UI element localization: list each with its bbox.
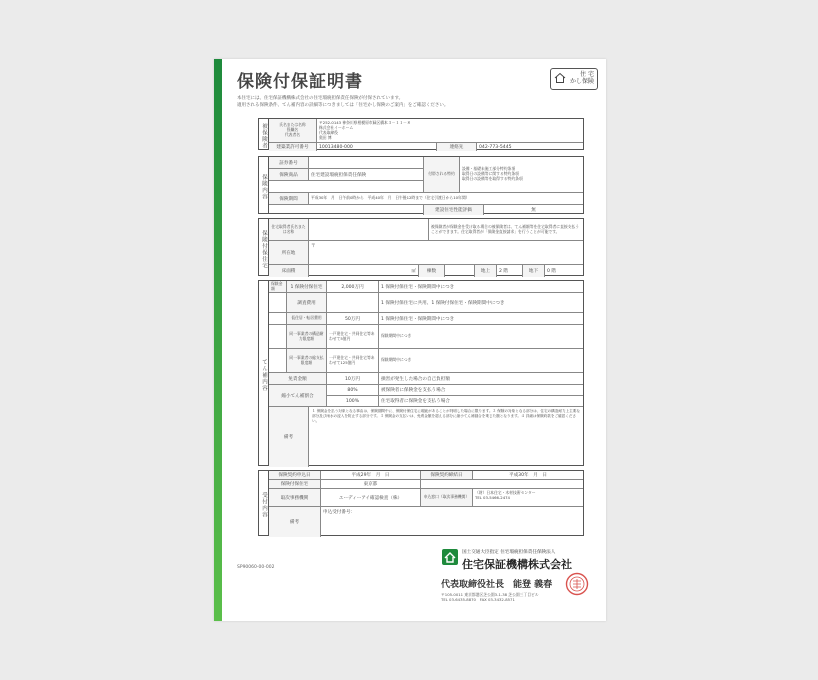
property-side-label: 保険付保住宅 (259, 219, 269, 275)
stamp-line-2: かし保険 (569, 78, 594, 86)
insurance-top-row (269, 157, 583, 193)
floors-value: 2 階 (497, 265, 523, 277)
insured-rep-name: 奥田 博 (319, 134, 332, 140)
issuer-address-block (441, 592, 539, 603)
issued-label: 保険付保住宅 (269, 480, 321, 488)
coverage-item-value (327, 293, 379, 312)
coverage-item-note: 1 保険付保住宅・保険期間中につき (381, 284, 455, 290)
owner-row (269, 219, 583, 241)
branch-value: （財）日本住宅・木材技術センター (475, 490, 536, 495)
document-title: 保険付保証明書 (237, 72, 363, 92)
location-row (269, 241, 583, 265)
owner-value (309, 219, 429, 240)
dates-row (269, 471, 583, 480)
tel-value: 042-773-5445 (479, 144, 512, 150)
insured-name-label: 氏名または名称 役職名 代表者名 (269, 119, 317, 142)
issuer-address: 〒105-0011 東京都港区芝公園3-1-38 芝公園三丁目ビル (441, 592, 539, 597)
house-icon (554, 72, 566, 84)
remarks-row (269, 407, 583, 467)
insured-name-value (317, 119, 583, 142)
coverage-row-3 (269, 313, 583, 325)
deductible-row (269, 373, 583, 385)
issuer-representative: 代表取締役社長 能登 義春 (441, 580, 553, 590)
acceptance-note-row (269, 507, 583, 537)
owner-note: 被保険者が保険金を受け取る場合の被保険者は、てん補額等を住宅取得者に直接支払うことができます。住宅取得者が「保険金直接請求」を行うことが可能です。 (431, 223, 580, 234)
cert-no-label: 証券番号 (269, 157, 309, 168)
coverage-item-note: 保険期間中につき (381, 333, 412, 339)
insured-license-row (269, 143, 583, 151)
property-block (258, 218, 584, 276)
period-row (269, 193, 583, 205)
issued-row (269, 480, 583, 489)
license-label: 建築業許可番号 (269, 143, 317, 151)
coverage-item-note: 1 保険付保住宅に共用、1 保険付保住宅・保険期間中につき (381, 300, 505, 306)
document-code: SP90060-00-002 (237, 565, 275, 570)
builder-label: 建設住宅性能評価 (424, 205, 484, 215)
floors-label: 地上 (475, 265, 497, 277)
builder-value: 無 (531, 208, 536, 213)
basement-value: 0 階 (547, 269, 556, 274)
floor-row (269, 265, 583, 277)
coverage-row-1 (269, 281, 583, 293)
insured-block (258, 118, 584, 150)
special-text: 設備・基礎未施工部分特約条項 取得日の設備等に関する特約条項 取得日の設備等を取得する特約条項 (462, 166, 523, 181)
intro-line-2: 適用される保険条件、てん補内容の詳細等につきましては「住宅かし保険のご案内」をご確認ください。 (237, 103, 449, 109)
contract-date-label: 保険契約申込日 (269, 471, 321, 479)
coverage-item-note: 1 保険付保住宅・保険期間中につき (381, 316, 455, 322)
stamp-line-1: 住 宅 (580, 71, 594, 78)
issuer-tel: TEL 03-6435-8870 FAX 03-3432-8571 (441, 597, 515, 603)
coverage-block (258, 280, 584, 466)
coverage-item-label: 同一事業者の構造耐力限度額 (287, 325, 327, 348)
insured-rep-label: 代表取締役 (319, 129, 338, 135)
issuer-name: 住宅保証機構株式会社 (462, 558, 572, 571)
intro-text (237, 95, 597, 109)
ratio-label: 縮小てん補割合 (269, 385, 327, 406)
acceptance-note-label: 備考 (269, 507, 321, 537)
coverage-item-value: 一戸建住宅・共同住宅等あわせて125億円 (327, 349, 379, 372)
cert-no-value (309, 157, 423, 168)
limit-label: 保険金額 (269, 281, 287, 292)
coverage-item-note: 保険期間中につき (381, 357, 412, 363)
issued-value: 東京都 (321, 480, 421, 488)
ratio-1-value: 80% (327, 385, 379, 395)
receipt-no: 申込受付番号： (323, 510, 356, 515)
coverage-item-value: 一戸建住宅・共同住宅等あわせて5億円 (327, 325, 379, 348)
remarks-text: １ 保険金を払う対象となる事由は、保険期間中に、保険付保住宅に瑕疵があることが判明した場合に限ります。２ 保険の対象となる部分は、住宅の構造耐力上主要な部分及び雨水の浸入を防止する部分です。３ 保険金の支払いは、免責金額を超える部分に縮小てん補割合を乗じた額となります。４ 詳細は保険約款をご確認ください。 (312, 409, 580, 423)
product-label: 保険商品 (269, 169, 309, 180)
builder-row (269, 205, 583, 215)
coverage-item-value: 50万円 (327, 313, 379, 324)
start-date-value: 平成30年 月 日 (508, 473, 547, 478)
branch-tel: TEL 03-5466-2474 (475, 494, 510, 500)
issuer-subtitle: 国土交通大臣指定 住宅瑕疵担保責任保険法人 (462, 550, 556, 555)
period-value: 平成30年 月 日午前0時から 平成40年 月 日午後12時まで（住宅引渡日から10年間） (311, 195, 470, 201)
coverage-side-label: てん補内容 (259, 281, 269, 465)
insurance-side-label: 保険内容 (259, 157, 269, 213)
location-value: 〒 (311, 244, 316, 249)
tel-label: 連絡先 (437, 143, 477, 151)
kashi-insurance-stamp (550, 68, 598, 90)
acceptance-side-label: 受付内容 (259, 471, 269, 535)
deductible-value: 10万円 (327, 373, 379, 384)
coverage-row-5 (269, 349, 583, 373)
floor-unit: ㎡ (309, 265, 419, 277)
floor-label: 床面積 (269, 265, 309, 277)
license-value: 10013480-000 (317, 143, 437, 151)
coverage-item-label: 仮住居・転居費用 (287, 313, 327, 324)
acceptance-block (258, 470, 584, 536)
deductible-note: 損害が発生した場合の自己負担額 (381, 376, 450, 382)
ratio-1-note: 被保険者に保険金を支払う場合 (381, 388, 446, 393)
branch-cell (473, 489, 583, 506)
remarks-label: 備考 (269, 407, 309, 467)
coverage-item-label: 同一事業者の総支払限度額 (287, 349, 327, 372)
insured-address: 神奈川県相模原市緑区橋本３－１１－８ (342, 120, 411, 125)
contract-date-value: 平成29年 月 日 (321, 471, 421, 479)
intro-line-1: 本住宅には、住宅保証機構株式会社の住宅瑕疵担保責任保険が付保されています。 (237, 96, 404, 101)
insured-side-label: 被保険者 (259, 119, 269, 149)
owner-label: 住宅取得者氏名または名称 (269, 219, 309, 240)
branch-label: 申込窓口（取次事務機関） (421, 489, 473, 506)
handling-row (269, 489, 583, 507)
coverage-item-value: 2,000万円 (327, 281, 379, 292)
insurance-block (258, 156, 584, 214)
coverage-item-label: 調査費用 (287, 293, 327, 312)
ratio-2-note: 住宅取得者に保険金を支払う場合 (381, 399, 450, 404)
basement-label: 地下 (523, 265, 545, 277)
company-seal-icon (565, 572, 589, 596)
start-date-label: 保険契約締結日 (421, 471, 473, 479)
green-accent-bar (214, 59, 222, 621)
ratio-row (269, 385, 583, 407)
special-label: 付帯される特約 (424, 157, 460, 192)
bldg-count-label: 棟数 (419, 265, 445, 277)
coverage-item-label: 1 保険付保住宅 (287, 281, 327, 292)
handling-value: ユーディーアイ確認検査（株） (321, 489, 421, 506)
location-label: 所在地 (269, 241, 309, 264)
insured-company: 株式会社イーホーム (319, 124, 354, 130)
ratio-2-value: 100% (327, 396, 379, 406)
deductible-label: 免責金額 (269, 373, 327, 384)
coverage-row-4 (269, 325, 583, 349)
coverage-row-2 (269, 293, 583, 313)
insured-postal: 〒252-0143 (319, 120, 342, 125)
insurance-left-col (269, 157, 424, 192)
period-label: 保険期間 (269, 193, 309, 204)
insured-name-row (269, 119, 583, 143)
product-value: 住宅建設瑕疵担保責任保険 (311, 172, 367, 178)
company-logo-icon (441, 548, 459, 566)
handling-label: 取次事務機関 (269, 489, 321, 506)
